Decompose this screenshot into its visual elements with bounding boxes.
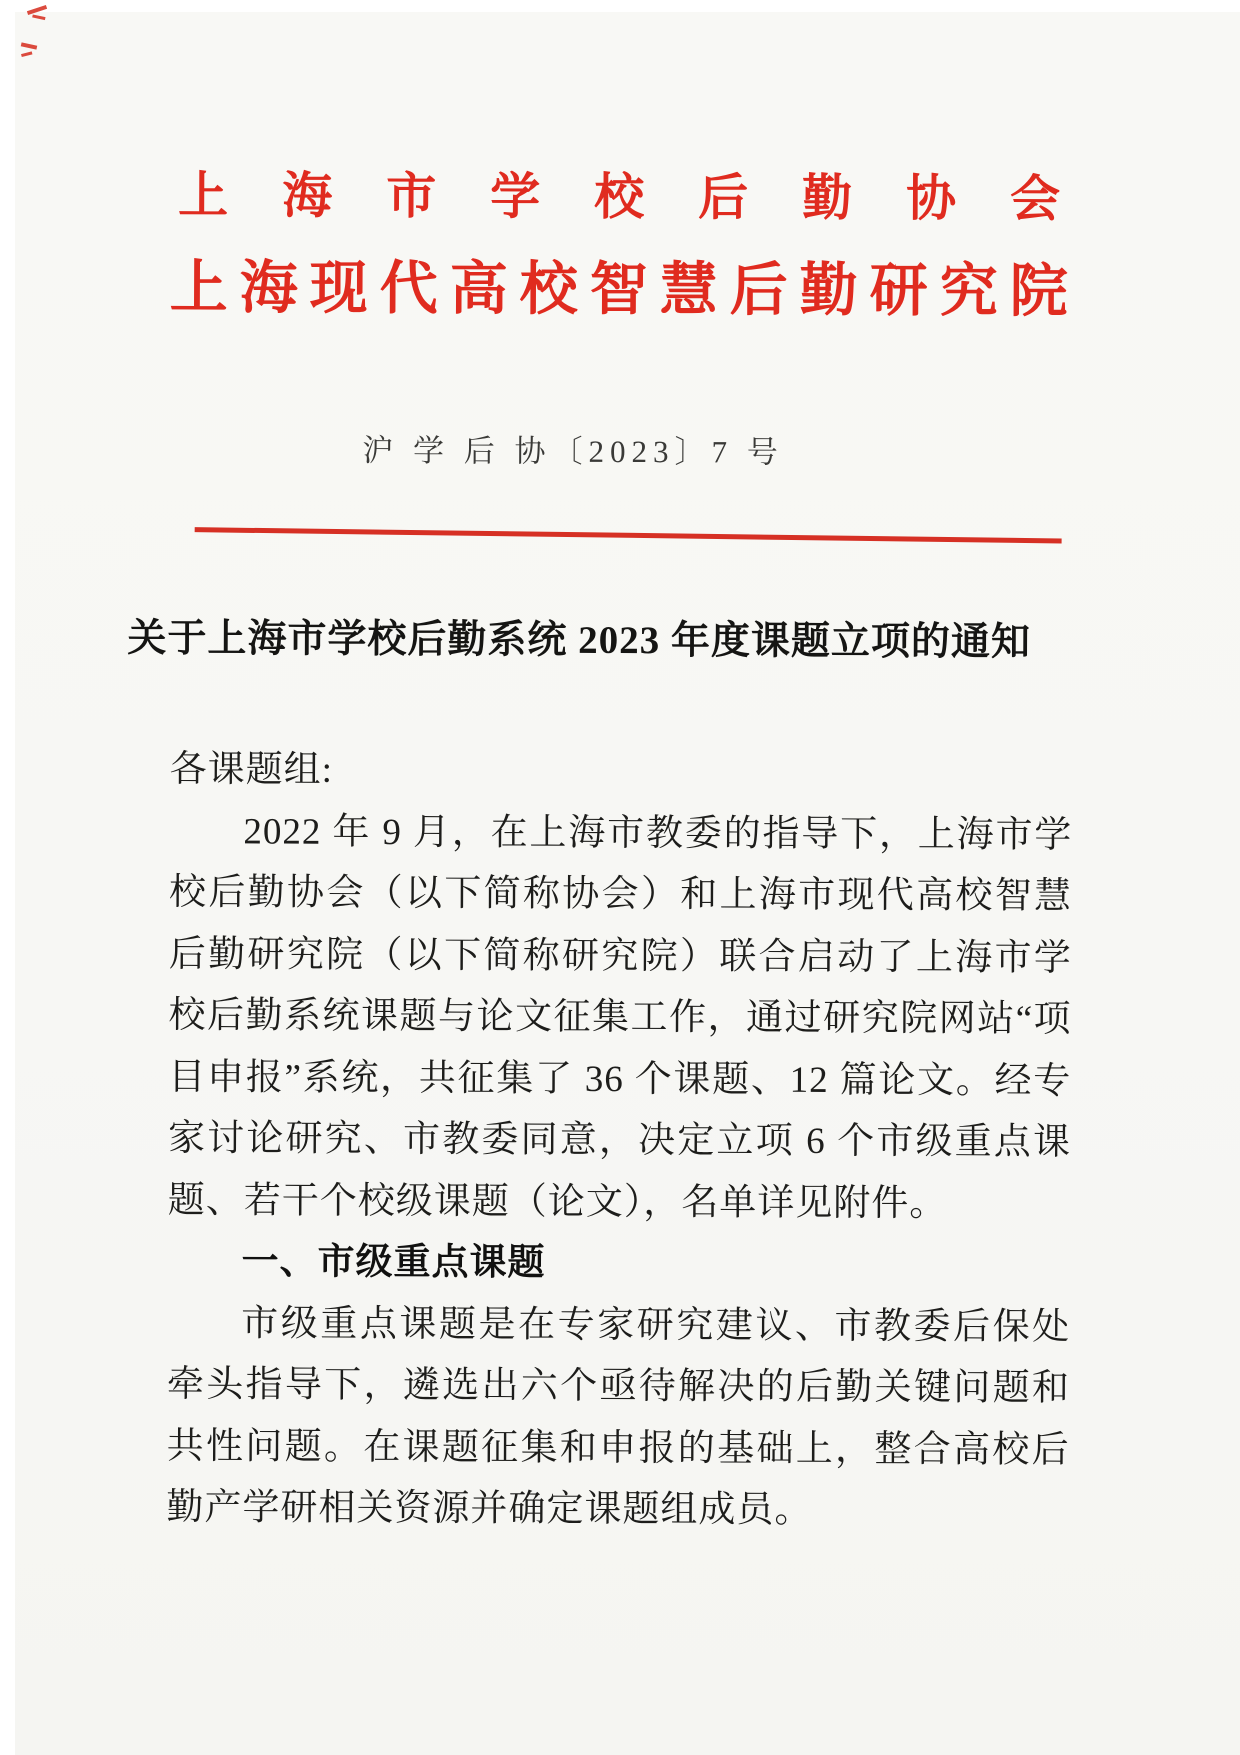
paragraph-1: 2022 年 9 月，在上海市教委的指导下，上海市学校后勤协会（以下简称协会）和上海市现代高校智慧后勤研究院（以下简称研究院）联合启动了上海市学校后勤系统课题与论文征集工作，通过研究院网站“项目申报”系统，共征集了 36 个课题、12 篇论文。经专家讨论研究、市教委同意，决定立项 6 个市级重点课题、若干个校级课题（论文），名单详见附件。 — [167, 810, 1073, 1224]
doc-number: 沪 学 后 协〔2023〕7 号 — [362, 432, 784, 470]
red-divider-line — [195, 527, 1062, 543]
org-name-line-1: 上海市学校后勤协会 — [178, 167, 1115, 228]
document-title: 关于上海市学校后勤系统 2023 年度课题立项的通知 — [127, 616, 1032, 664]
org-name-line-2: 上海现代高校智慧后勤研究院 — [169, 255, 1080, 325]
paragraph-2: 市级重点课题是在专家研究建议、市教委后保处牵头指导下，遴选出六个亟待解决的后勤关键问题和共性问题。在课题征集和申报的基础上，整合高校后勤产学研相关资源并确定课题组成员。 — [166, 1302, 1071, 1531]
document-body — [166, 739, 1072, 1542]
section-heading-1: 一、市级重点课题 — [241, 1241, 546, 1284]
salutation: 各课题组: — [169, 749, 334, 791]
